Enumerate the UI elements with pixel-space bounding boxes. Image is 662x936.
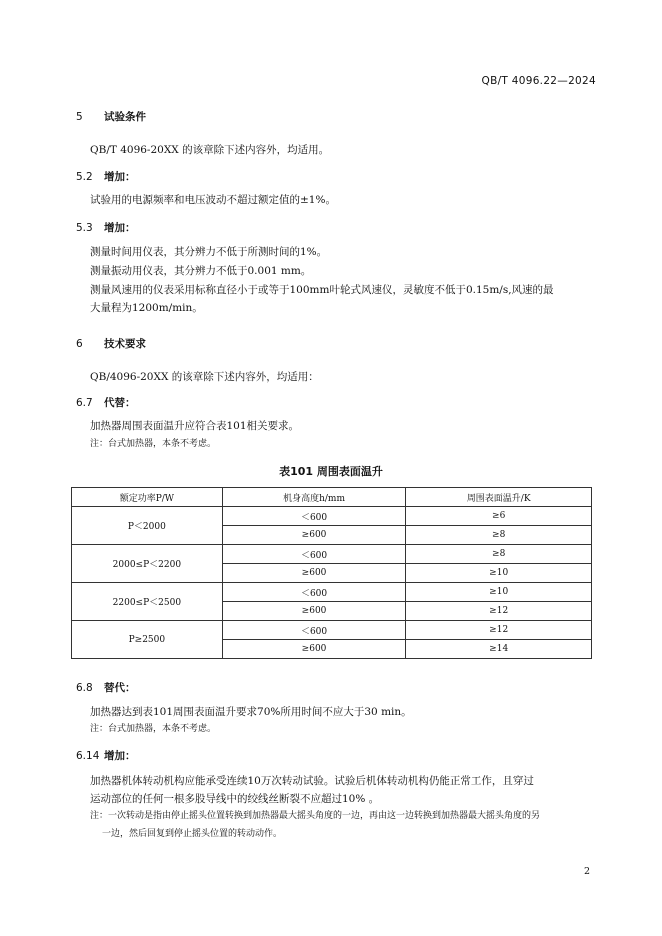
section-number: 6.8 [76, 682, 93, 694]
section-6-7-note: 注：台式加热器，本条不考虑。 [90, 439, 217, 449]
section-title: 技术要求 [104, 338, 146, 350]
rise-cell: ≥10 [406, 564, 592, 583]
section-6-heading [76, 336, 146, 351]
standard-number: QB/T 4096.22—2024 [481, 75, 596, 87]
temperature-rise-table [71, 487, 592, 659]
section-title: 试验条件 [104, 111, 146, 123]
section-number: 6.14 [76, 750, 100, 762]
height-cell: ＜600 [222, 583, 406, 602]
section-6-14-heading [76, 748, 136, 763]
section-5-heading [76, 109, 146, 124]
header-surface-temperature-rise: 周围表面温升/K [406, 488, 592, 507]
rise-cell: ≥8 [406, 545, 592, 564]
section-number: 5 [76, 111, 83, 123]
section-title: 替代： [104, 682, 136, 694]
section-6-8-heading [76, 680, 136, 695]
height-cell: ≥600 [222, 602, 406, 621]
table-caption: 表101 周围表面温升 [279, 465, 383, 478]
section-number: 6 [76, 338, 83, 350]
height-cell: ≥600 [222, 640, 406, 659]
rise-cell: ≥14 [406, 640, 592, 659]
section-5-2-body: 试验用的电源频率和电压波动不超过额定值的±1%。 [90, 194, 336, 206]
page-number: 2 [583, 866, 590, 877]
height-cell: ＜600 [222, 545, 406, 564]
header-rated-power: 额定功率P/W [72, 488, 223, 507]
power-cell: P≥2500 [72, 621, 223, 659]
rise-cell: ≥12 [406, 602, 592, 621]
section-6-14-note-line-2: 一边，然后回复到停止摇头位置的转动动作。 [102, 829, 283, 839]
section-6-14-note-line-1: 注：一次转动是指由停止摇头位置转换到加热器最大摇头角度的一边，再由这一边转换到加热器最大摇头角度的另 [90, 811, 541, 821]
section-5-3-line-4: 大量程为1200m/min。 [90, 302, 203, 314]
section-6-7-body: 加热器周围表面温升应符合表101相关要求。 [90, 420, 300, 432]
section-title: 代替： [104, 397, 136, 409]
section-6-body: QB/4096-20XX 的该章除下述内容外，均适用： [90, 371, 319, 383]
section-5-3-line-1: 测量时间用仪表，其分辨力不低于所测时间的1%。 [90, 246, 328, 258]
table-row [72, 507, 592, 526]
section-6-14-line-1: 加热器机体转动机构应能承受连续10万次转动试验。试验后机体转动机构仍能正常工作，且穿过 [90, 775, 534, 787]
section-6-14-line-2: 运动部位的任何一根多股导线中的绞线丝断裂不应超过10% 。 [90, 793, 380, 805]
height-cell: ≥600 [222, 564, 406, 583]
section-5-3-line-3: 测量风速用的仪表采用标称直径小于或等于100mm叶轮式风速仪，灵敏度不低于0.15m/s,风速的最 [90, 284, 554, 296]
section-title: 增加： [104, 750, 136, 762]
table-row [72, 621, 592, 640]
table-row [72, 583, 592, 602]
table-row [72, 545, 592, 564]
height-cell: ＜600 [222, 621, 406, 640]
height-cell: ≥600 [222, 526, 406, 545]
table-header-row [72, 488, 592, 507]
section-number: 5.2 [76, 171, 93, 183]
section-5-3-line-2: 测量振动用仪表，其分辨力不低于0.001 mm。 [90, 265, 312, 277]
section-number: 5.3 [76, 222, 93, 234]
section-title: 增加： [104, 171, 136, 183]
section-title: 增加： [104, 222, 136, 234]
section-number: 6.7 [76, 397, 93, 409]
rise-cell: ≥6 [406, 507, 592, 526]
height-cell: ＜600 [222, 507, 406, 526]
power-cell: P＜2000 [72, 507, 223, 545]
rise-cell: ≥12 [406, 621, 592, 640]
section-5-3-heading [76, 220, 136, 235]
section-6-8-body: 加热器达到表101周围表面温升要求70%所用时间不应大于30 min。 [90, 706, 412, 718]
power-cell: 2000≤P＜2200 [72, 545, 223, 583]
header-body-height: 机身高度h/mm [222, 488, 406, 507]
section-6-7-heading [76, 395, 136, 410]
section-6-8-note: 注：台式加热器，本条不考虑。 [90, 724, 217, 734]
section-5-2-heading [76, 169, 136, 184]
rise-cell: ≥10 [406, 583, 592, 602]
power-cell: 2200≤P＜2500 [72, 583, 223, 621]
section-5-body: QB/T 4096-20XX 的该章除下述内容外，均适用。 [90, 144, 330, 156]
rise-cell: ≥8 [406, 526, 592, 545]
